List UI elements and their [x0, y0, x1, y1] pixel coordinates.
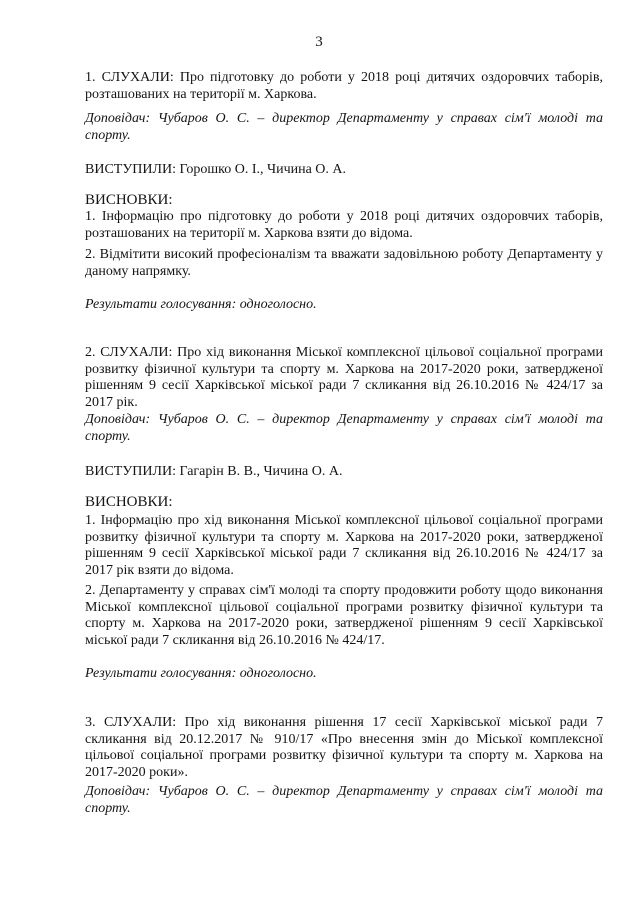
item-2-vote-label: Результати голосування:	[85, 666, 237, 681]
item-2-spoke-text: Гагарін В. В., Чичина О. А.	[179, 464, 343, 479]
page-number: 3	[315, 34, 323, 50]
item-1-conclusion-1: 1. Інформацію про підготовку до роботи у 2018 році дитячих оздоровчих таборів, розташованих на території м. Харкова взяти до відома.	[85, 209, 603, 241]
item-1-heard-label: 1. СЛУХАЛИ:	[85, 70, 174, 85]
item-3-heard-label: 3. СЛУХАЛИ:	[85, 715, 177, 730]
item-3-heard	[85, 715, 603, 781]
item-2-speaker-text: Чубаров О. С. – директор Департаменту у справах сім'ї молоді та спорту.	[85, 412, 603, 444]
item-1-speaker	[85, 111, 603, 144]
item-1-spoke-text: Горошко О. І., Чичина О. А.	[179, 162, 347, 177]
item-3-speaker-text: Чубаров О. С. – директор Департаменту у справах сім'ї молоді та спорту.	[85, 784, 603, 816]
item-3-speaker	[85, 784, 603, 817]
item-2-vote-text: одноголосно.	[239, 666, 317, 681]
item-2-spoke	[85, 464, 603, 481]
item-2-heard	[85, 345, 603, 411]
item-2-speaker-label: Доповідач:	[85, 412, 151, 427]
item-2-vote	[85, 666, 603, 683]
item-2-spoke-label: ВИСТУПИЛИ:	[85, 464, 176, 479]
item-3-speaker-label: Доповідач:	[85, 784, 151, 799]
item-1-vote-text: одноголосно.	[239, 297, 317, 312]
item-1-vote-label: Результати голосування:	[85, 297, 237, 312]
item-1-spoke	[85, 162, 603, 179]
item-3-heard-text: Про хід виконання рішення 17 сесії Харківської міської ради 7 скликання від 20.12.2017 № 910/17 «Про внесення змін до Міської комплексної цільової соціальної програми розвитку фізичної культури та спорту м. Харкова на 2017-2020 роки».	[85, 715, 603, 780]
item-2-speaker	[85, 412, 603, 445]
item-1-speaker-text: Чубаров О. С. – директор Департаменту у справах сім'ї молоді та спорту.	[85, 111, 603, 143]
item-1-heard	[85, 70, 603, 103]
item-2-conclusion-2: 2. Департаменту у справах сім'ї молоді та спорту продовжити роботу щодо виконання Міської комплексної цільової соціальної програми розвитку фізичної культури та спорту м. Харкова на 2017-2020 роки, затвердженої рішенням 9 сесії Харківської міської ради 7 скликання від 26.10.2016 № 424/17.	[85, 583, 603, 648]
item-2-conclusion-1: 1. Інформацію про хід виконання Міської комплексної цільової соціальної програми розвитку фізичної культури та спорту м. Харкова на 2017-2020 роки, затвердженої рішенням 9 сесії Харківської міської ради 7 скликання від 26.10.2016 № 424/17 за 2017 рік взяти до відома.	[85, 513, 603, 578]
item-2-conclusions-title: ВИСНОВКИ:	[85, 494, 173, 510]
item-2-heard-text: Про хід виконання Міської комплексної цільової соціальної програми розвитку фізичної культури та спорту м. Харкова на 2017-2020 роки, затвердженої рішенням 9 сесії Харківської міської ради 7 скликання від 26.10.2016 № 424/17 за 2017 рік.	[85, 345, 603, 410]
item-1-spoke-label: ВИСТУПИЛИ:	[85, 162, 176, 177]
item-1-vote	[85, 297, 603, 314]
item-2-heard-label: 2. СЛУХАЛИ:	[85, 345, 173, 360]
item-1-heard-text: Про підготовку до роботи у 2018 році дитячих оздоровчих таборів, розташованих на території м. Харкова.	[85, 70, 603, 102]
item-1-conclusions-title: ВИСНОВКИ:	[85, 192, 173, 208]
item-1-speaker-label: Доповідач:	[85, 111, 151, 126]
item-1-conclusion-2: 2. Відмітити високий професіоналізм та вважати задовільною роботу Департаменту у даному напрямку.	[85, 247, 603, 279]
